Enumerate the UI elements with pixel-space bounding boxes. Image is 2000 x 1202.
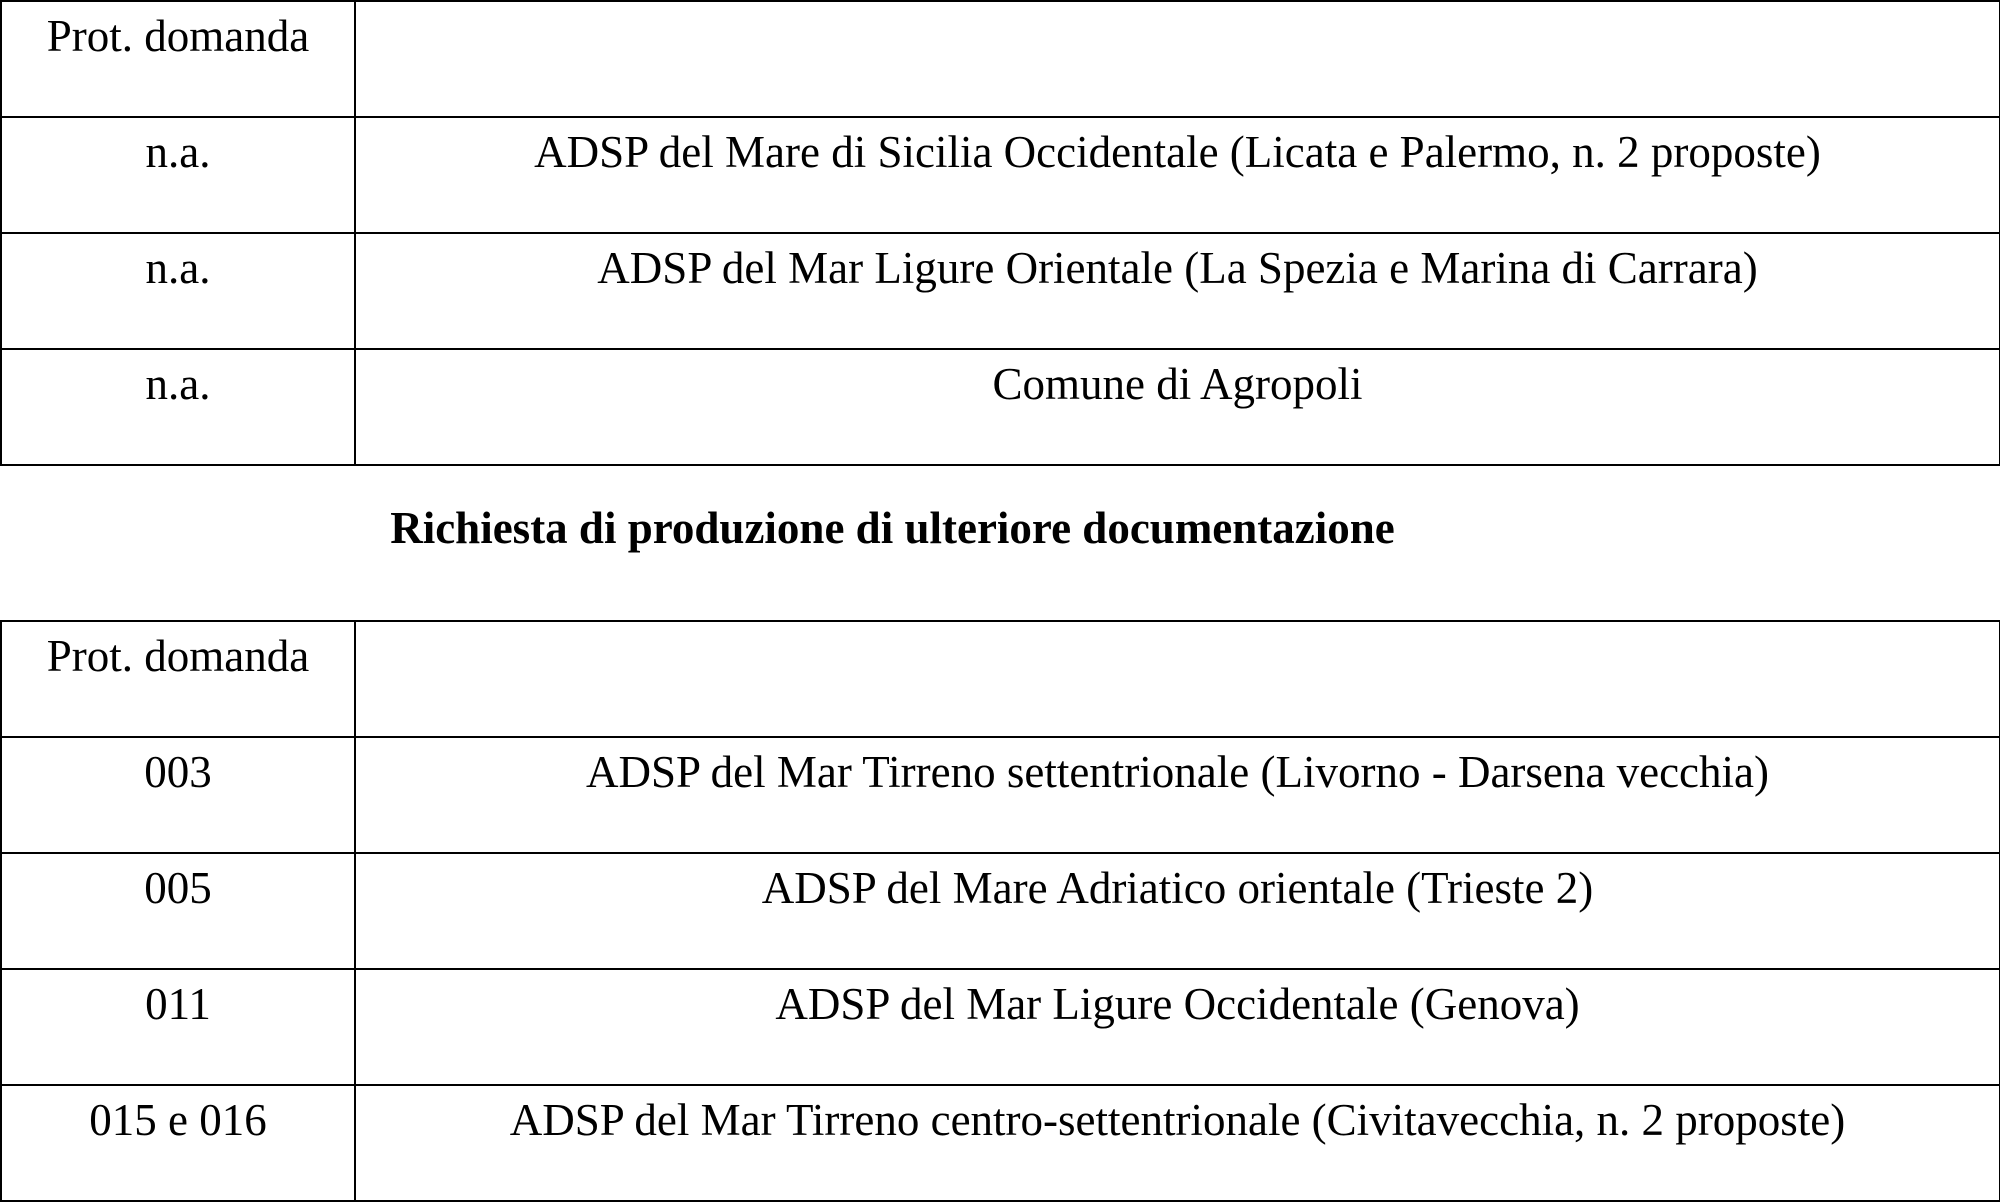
applicant-name: ADSP del Mar Tirreno settentrionale (Livorno - Darsena vecchia) xyxy=(585,747,1769,797)
table-row xyxy=(1,117,2000,233)
name-cell xyxy=(355,233,2000,349)
table-second xyxy=(0,620,2000,1202)
prot-cell xyxy=(1,117,355,233)
prot-value: 015 e 016 xyxy=(89,1095,267,1145)
prot-value: n.a. xyxy=(145,243,211,293)
table-row xyxy=(1,233,2000,349)
prot-cell xyxy=(1,737,355,853)
applicant-name: ADSP del Mar Tirreno centro-settentrionale (Civitavecchia, n. 2 proposte) xyxy=(509,1095,1846,1145)
prot-value: n.a. xyxy=(145,359,211,409)
name-cell xyxy=(355,117,2000,233)
header-name-label xyxy=(356,622,1999,634)
section-heading: Richiesta di produzione di ulteriore documentazione xyxy=(390,503,1395,553)
prot-cell xyxy=(1,349,355,465)
name-cell xyxy=(355,969,2000,1085)
header-prot-cell xyxy=(1,621,355,737)
name-cell xyxy=(355,1085,2000,1201)
header-name-cell xyxy=(355,1,2000,117)
prot-cell xyxy=(1,853,355,969)
header-prot-label: Prot. domanda xyxy=(46,11,310,61)
prot-value: 005 xyxy=(144,863,212,913)
name-cell xyxy=(355,737,2000,853)
table-row xyxy=(1,737,2000,853)
table-row xyxy=(1,349,2000,465)
table-row xyxy=(1,1085,2000,1201)
applicant-name: ADSP del Mare Adriatico orientale (Trieste 2) xyxy=(761,863,1594,913)
table-row xyxy=(1,969,2000,1085)
table-header-row xyxy=(1,621,2000,737)
name-cell xyxy=(355,349,2000,465)
header-prot-cell xyxy=(1,1,355,117)
applicant-name: ADSP del Mare di Sicilia Occidentale (Licata e Palermo, n. 2 proposte) xyxy=(534,127,1821,177)
applicant-name: ADSP del Mar Ligure Orientale (La Spezia e Marina di Carrara) xyxy=(597,243,1758,293)
name-cell xyxy=(355,853,2000,969)
prot-value: 003 xyxy=(144,747,212,797)
table-header-row xyxy=(1,1,2000,117)
applicant-name: ADSP del Mar Ligure Occidentale (Genova) xyxy=(775,979,1580,1029)
table-row xyxy=(1,853,2000,969)
header-prot-label: Prot. domanda xyxy=(46,631,310,681)
applicant-name: Comune di Agropoli xyxy=(992,359,1363,409)
header-name-label xyxy=(356,2,1999,14)
prot-cell xyxy=(1,969,355,1085)
prot-cell xyxy=(1,1085,355,1201)
prot-value: n.a. xyxy=(145,127,211,177)
table-first xyxy=(0,0,2000,466)
prot-cell xyxy=(1,233,355,349)
prot-value: 011 xyxy=(145,979,211,1029)
header-name-cell xyxy=(355,621,2000,737)
